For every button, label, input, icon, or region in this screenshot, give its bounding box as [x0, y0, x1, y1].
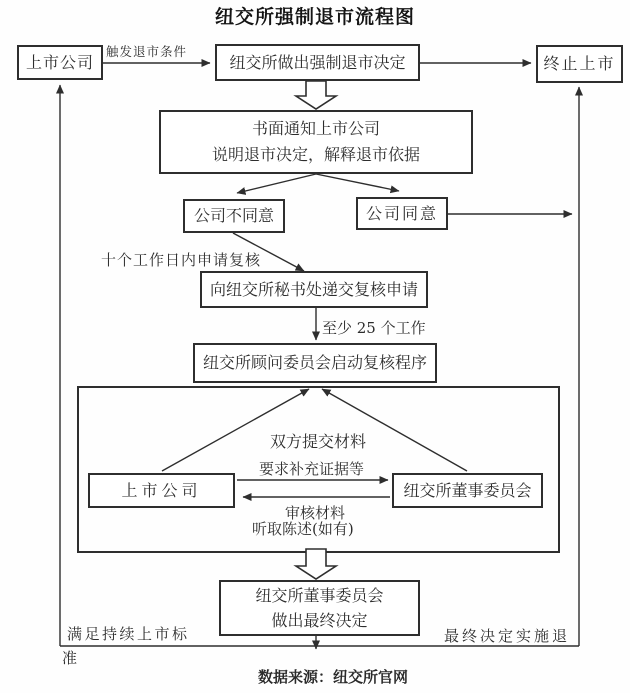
- node-listed-company-inner: 上市公司: [88, 473, 235, 508]
- edge-label-trigger-condition: 触发退市条件: [106, 44, 188, 59]
- block-arrow-down-icon: [296, 549, 336, 579]
- edge-label-at-least-25d: 至少 25 个工作: [322, 319, 426, 337]
- edge-label-final-implement-delist: 最终决定实施退: [444, 627, 571, 645]
- node-terminate-listing: 终止上市: [536, 45, 623, 83]
- written-notice-line2: 说明退市决定，解释退市依据: [211, 145, 420, 164]
- edge-label-meet-listing-standard: 满足持续上市标: [67, 625, 190, 643]
- edge-label-meet-listing-standard-clipped: 准: [62, 649, 78, 667]
- block-arrow-down-icon: [296, 81, 336, 109]
- final-decision-line2: 做出最终决定: [271, 610, 368, 630]
- edge-label-hear-statements: 听取陈述(如有): [252, 520, 354, 538]
- arrow-split-agree: [316, 174, 399, 191]
- node-company-disagree: 公司不同意: [183, 199, 285, 233]
- node-nyse-decision: 纽交所做出强制退市决定: [215, 44, 420, 81]
- edge-label-review-materials: 审核材料: [285, 504, 346, 522]
- edge-label-both-submit-materials: 双方提交材料: [270, 432, 367, 451]
- node-board-committee: 纽交所董事委员会: [392, 473, 543, 508]
- node-submit-review: 向纽交所秘书处递交复核申请: [200, 271, 428, 308]
- final-decision-line1: 纽交所董事委员会: [255, 585, 384, 605]
- page-title: 纽交所强制退市流程图: [214, 6, 415, 28]
- arrow-split-disagree: [237, 174, 316, 193]
- node-written-notice: [159, 110, 473, 174]
- node-company-agree: 公司同意: [356, 197, 448, 230]
- edge-label-apply-review-10d: 十个工作日内申请复核: [101, 251, 262, 269]
- edge-label-request-evidence: 要求补充证据等: [259, 460, 365, 478]
- data-source-caption: 数据来源：纽交所官网: [258, 668, 409, 686]
- node-final-decision: [219, 580, 420, 636]
- written-notice-line1: 书面通知上市公司: [251, 119, 380, 138]
- node-advisory-committee: 纽交所顾问委员会启动复核程序: [193, 343, 437, 383]
- node-listed-company-top: 上市公司: [17, 45, 103, 80]
